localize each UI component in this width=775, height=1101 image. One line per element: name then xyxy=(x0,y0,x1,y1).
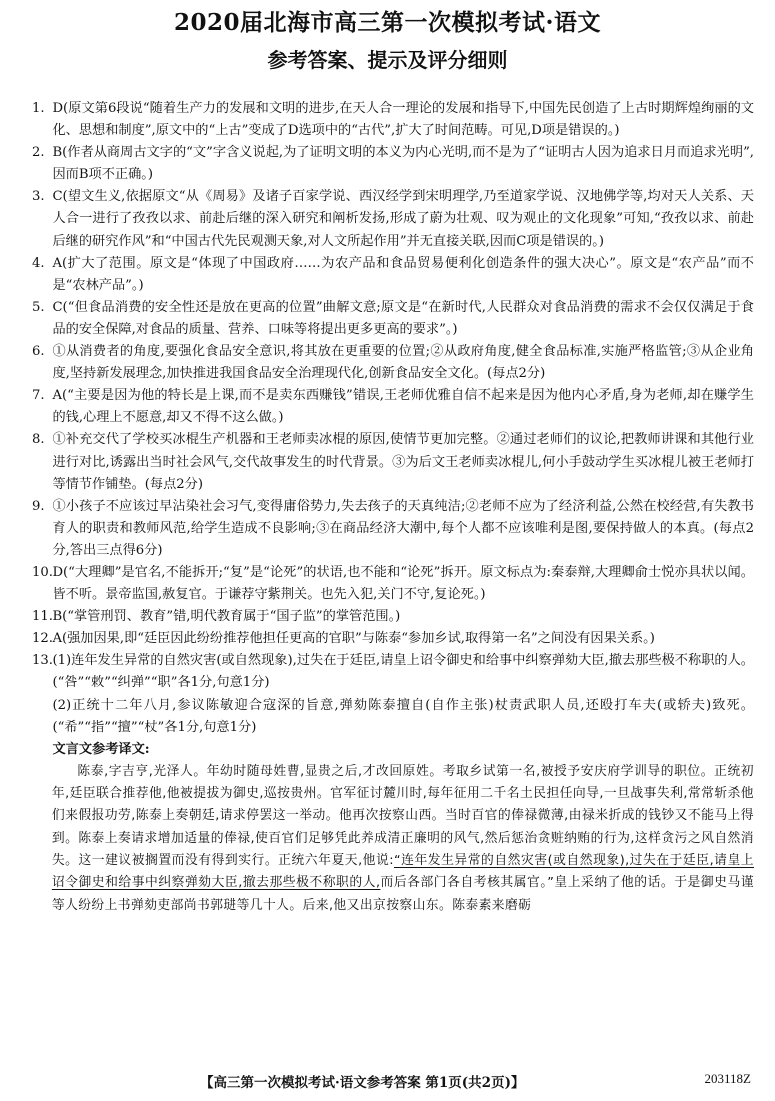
answer-number: 9. xyxy=(32,498,45,514)
answer-item-5 xyxy=(32,297,754,341)
answer-number: 3. xyxy=(32,189,45,205)
answer-item-7 xyxy=(32,385,754,429)
answer-number: 5. xyxy=(32,299,45,315)
answer-number: 10. xyxy=(32,564,53,580)
answer-number: 12. xyxy=(32,631,53,647)
answer-item-3 xyxy=(32,186,754,252)
footer-code: 203118Z xyxy=(704,1071,751,1086)
answer-text: A(“主要是因为他的特长是上课,而不是卖东西赚钱”错误,王老师优雅自信不起来是因为他内心矛盾,身为老师,却在赚学生的钱,心理上不愿意,却又不得不这么做。) xyxy=(52,388,754,426)
answer-text: A(强加因果,即“廷臣因此纷纷推荐他担任更高的官职”与陈泰“参加乡试,取得第一名”之间没有因果关系。) xyxy=(52,631,655,647)
answer-text: C(望文生义,依据原文“从《周易》及诸子百家学说、西汉经学到宋明理学,乃至道家学说、汉地佛学等,均对天人关系、天人合一进行了孜孜以求、前赴后继的深入研究和阐析发扬,形成了蔚为壮观、叹为观止的文化现象”可知,“孜孜以求、前赴后继的研究作风”和“中国古代先民观测天象,对人文所起作用”并无直接关联,因而C项是错误的。) xyxy=(52,189,754,249)
answer-text: C(“但食品消费的安全性还是放在更高的位置”曲解文意;原文是“在新时代,人民群众对食品消费的需求不会仅仅满足于食品的安全保障,对食品的质量、营养、口味等将提出更多更高的要求”。) xyxy=(52,299,754,337)
answer-item-9 xyxy=(32,496,754,562)
answer-text: ①从消费者的角度,要强化食品安全意识,将其放在更重要的位置;②从政府角度,健全食品标准,实施严格监管;③从企业角度,坚持新发展理念,加快推进我国食品安全治理现代化,创新食品安全文化。(每点2分) xyxy=(52,344,754,382)
answer-number: 11. xyxy=(32,609,53,625)
answer-item-12 xyxy=(32,628,754,650)
answer-text: B(“掌管刑罚、教育”错,明代教育属于“国子监”的掌管范围。) xyxy=(52,609,401,625)
answer-item-11 xyxy=(32,606,754,628)
footer-label: 【高三第一次模拟考试·语文参考答案 第1页(共2页)】 xyxy=(200,1075,525,1091)
page-footer xyxy=(0,1071,775,1095)
answer-number: 13. xyxy=(32,653,53,669)
answer-item-6 xyxy=(32,341,754,385)
page-subtitle: 参考答案、提示及评分细则 xyxy=(267,48,508,72)
translation-text-end: 而后各部门各自考核其属官。”皇上采纳了他的话。于是御史马谨等人纷纷上书弹劾吏部尚书郭琎等几十人。后来,他又出京按察山东。陈泰素来磨砺 xyxy=(51,875,754,913)
answer-list xyxy=(32,98,754,917)
page-title: 2020届北海市高三第一次模拟考试·语文 xyxy=(173,9,602,36)
answer-text-part-2: (2)正统十二年八月,参议陈敏迎合寇深的旨意,弹劾陈泰擅自(自作主张)杖责武职人员,还殴打车夫(或轿夫)致死。(“希”“指”“擅”“杖”各1分,句意1分) xyxy=(52,697,754,735)
answer-item-2 xyxy=(32,142,754,186)
answer-number: 2. xyxy=(32,145,45,161)
answer-number: 6. xyxy=(32,344,45,360)
answer-text: D(“大理卿”是官名,不能拆开;“复”是“论死”的状语,也不能和“论死”拆开。原文标点为:秦泰辩,大理卿俞士悦亦具状以闻。皆不听。景帝监国,赦复官。于谦荐守紫荆关。也先入犯,关门不守,复论死。) xyxy=(52,564,754,603)
answer-item-8 xyxy=(32,429,754,495)
answer-item-10 xyxy=(32,562,754,606)
answer-item-13 xyxy=(32,650,754,694)
answer-number: 4. xyxy=(32,255,45,271)
answer-text: D(原文第6段说“随着生产力的发展和文明的进步,在天人合一理论的发展和指导下,中国先民创造了上古时期辉煌绚丽的文化、思想和制度”,原文中的“上古”变成了D选项中的“古代”,扩大了时间范畴。可见,D项是错误的。) xyxy=(52,101,754,139)
translation-underlined-text: “连年发生异常的自然灾害(或自然现象),过失在于廷臣,请皇上诏令御史和给事中纠察弹劾大臣,撤去那些极不称职的人, xyxy=(51,853,754,891)
answer-text: ①小孩子不应该过早沾染社会习气,变得庸俗势力,失去孩子的天真纯洁;②老师不应为了经济利益,公然在校经营,有失教书育人的职责和教师风范,给学生造成不良影响;③在商品经济大潮中,每个人都不应该唯利是图,要保持做人的本真。(每点2分,答出三点得6分) xyxy=(52,498,754,558)
answer-text-part-1: (1)连年发生异常的自然灾害(或自然现象),过失在于廷臣,请皇上诏令御史和给事中纠察弹劾大臣,撤去那些极不称职的人。(“咎”“敕”“纠弹”“职”各1分,句意1分) xyxy=(52,653,754,691)
answer-number: 8. xyxy=(32,432,45,448)
answer-text: B(作者从商周古文字的“文”字含义说起,为了证明文明的本义为内心光明,而不是为了“证明古人因为追求日月而追求光明”,因而B项不正确。) xyxy=(52,145,754,183)
answer-text: ①补充交代了学校买冰棍生产机器和王老师卖冰棍的原因,使情节更加完整。②通过老师们的议论,把教师讲课和其他行业进行对比,诱露出当时社会风气,交代故事发生的时代背景。③为后文王老师卖冰棍儿,何小手鼓动学生买冰棍儿被王老师打等情节作铺垫。(每点2分) xyxy=(52,432,754,492)
translation-text: 陈泰,字吉亨,光泽人。年幼时随母姓曹,显贵之后,才改回原姓。考取乡试第一名,被授予安庆府学训导的职位。正统初年,廷臣联合推荐他,他被提拔为御史,巡按贵州。官军征讨麓川时,每年征用二千名土民担任向导,一旦战事失利,常常斩杀他们来假报功劳,陈泰上奏朝廷,请求停罢这一举动。他再次按察山西。当时百官的俸禄微薄,由禄米折成的钱钞又不能马上得到。陈泰上奏请求增加适量的俸禄,使百官们足够凭此养成清正廉明的风气,然后惩治贪赃纳贿的行为,这样贪污之风自然消失。这一建议被搁置而没有得到实行。正统六年夏天,他说: xyxy=(51,763,754,868)
translation-heading: 文言文参考译文: xyxy=(52,741,150,757)
answer-item-4 xyxy=(32,253,754,297)
answer-number: 7. xyxy=(32,388,45,404)
answer-number: 1. xyxy=(32,101,45,116)
translation-paragraph xyxy=(32,761,754,917)
answer-text: A(扩大了范围。原文是“体现了中国政府……为农产品和食品贸易便利化创造条件的强大决心”。原文是“农产品”而不是“农林产品”。) xyxy=(52,255,754,293)
answer-item-1 xyxy=(32,98,754,142)
